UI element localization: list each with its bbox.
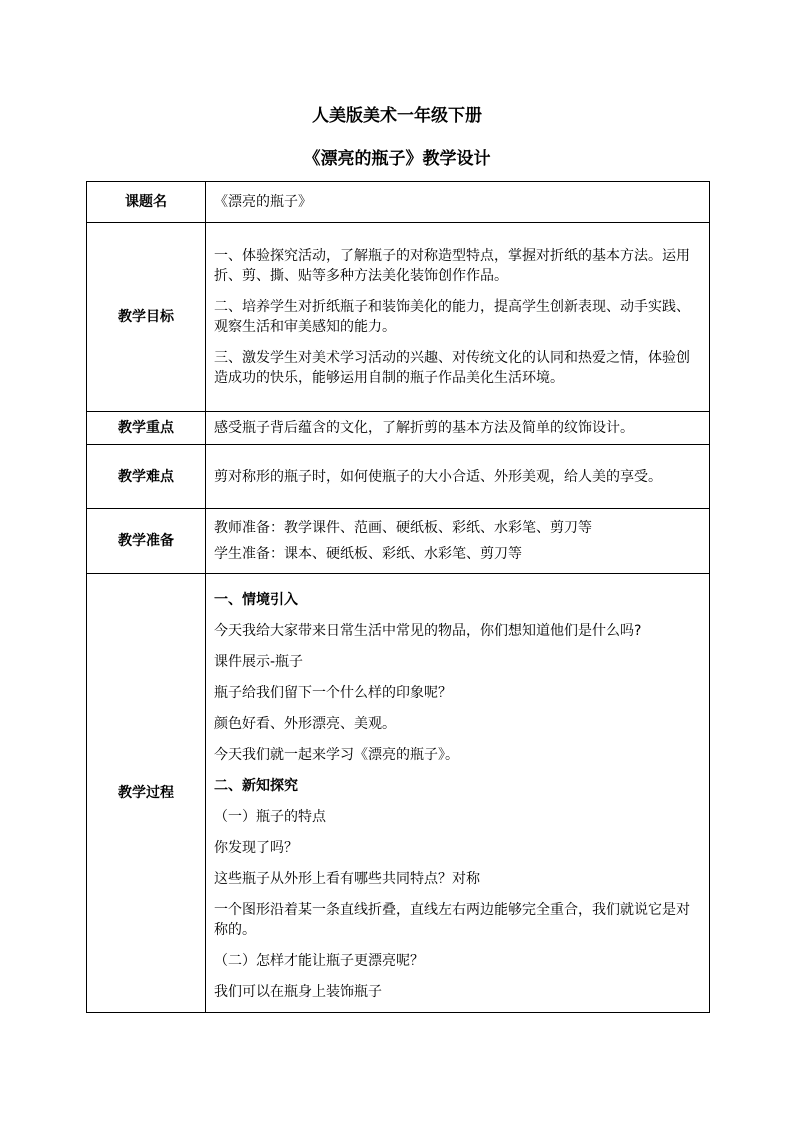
preparation-content [206, 509, 710, 574]
topic-label: 课题名 [87, 182, 206, 223]
process-line: 我们可以在瓶身上装饰瓶子 [214, 983, 382, 1000]
table-row-key-points [87, 412, 710, 445]
document-subtitle: 《漂亮的瓶子》教学设计 [303, 149, 491, 169]
process-label: 教学过程 [87, 574, 206, 1013]
process-section-heading: 一、情境引入 [214, 591, 298, 608]
difficulties-value: 剪对称形的瓶子时，如何使瓶子的大小合适、外形美观，给人美的享受。 [206, 445, 710, 509]
process-line: 瓶子给我们留下一个什么样的印象呢？ [214, 684, 452, 701]
preparation-label: 教学准备 [87, 509, 206, 574]
key-points-value: 感受瓶子背后蕴含的文化，了解折剪的基本方法及简单的纹饰设计。 [206, 412, 710, 445]
topic-value: 《漂亮的瓶子》 [206, 182, 710, 223]
document-title: 人美版美术一年级下册 [312, 106, 482, 126]
lesson-plan-table [86, 181, 710, 1013]
process-section-heading: 二、新知探究 [214, 777, 298, 794]
process-line: （一）瓶子的特点 [214, 808, 326, 825]
table-row-difficulties [87, 445, 710, 509]
preparation-student: 学生准备：课本、硬纸板、彩纸、水彩笔、剪刀等 [214, 546, 522, 562]
table-row-preparation [87, 509, 710, 574]
preparation-teacher: 教师准备：教学课件、范画、硬纸板、彩纸、水彩笔、剪刀等 [214, 520, 592, 536]
process-line: 今天我们就一起来学习《漂亮的瓶子》。 [214, 746, 459, 763]
process-line: （二）怎样才能让瓶子更漂亮呢？ [214, 952, 424, 969]
objective-item-2: 二、培养学生对折纸瓶子和装饰美化的能力，提高学生创新表现、动手实践、观察生活和审美感知的能力。 [214, 299, 690, 335]
table-row-topic [87, 182, 710, 223]
process-content [206, 574, 710, 1013]
objectives-content [206, 223, 710, 412]
difficulties-label: 教学难点 [87, 445, 206, 509]
objective-item-3: 三、激发学生对美术学习活动的兴趣、对传统文化的认同和热爱之情，体验创造成功的快乐，能够运用自制的瓶子作品美化生活环境。 [214, 350, 690, 386]
process-line: 你发现了吗？ [214, 839, 298, 856]
process-line: 今天我给大家带来日常生活中常见的物品，你们想知道他们是什么吗? [214, 622, 642, 639]
key-points-label: 教学重点 [87, 412, 206, 445]
objectives-label: 教学目标 [87, 223, 206, 412]
table-row-process [87, 574, 710, 1013]
process-line: 一个图形沿着某一条直线折叠，直线左右两边能够完全重合，我们就说它是对称的。 [214, 901, 690, 938]
process-line: 颜色好看、外形漂亮、美观。 [214, 715, 396, 732]
objective-item-1: 一、体验探究活动，了解瓶子的对称造型特点，掌握对折纸的基本方法。运用折、剪、撕、贴等多种方法美化装饰创作作品。 [214, 248, 690, 284]
table-row-objectives [87, 223, 710, 412]
process-line: 这些瓶子从外形上看有哪些共同特点？对称 [214, 870, 480, 887]
process-line: 课件展示-瓶子 [214, 653, 304, 670]
